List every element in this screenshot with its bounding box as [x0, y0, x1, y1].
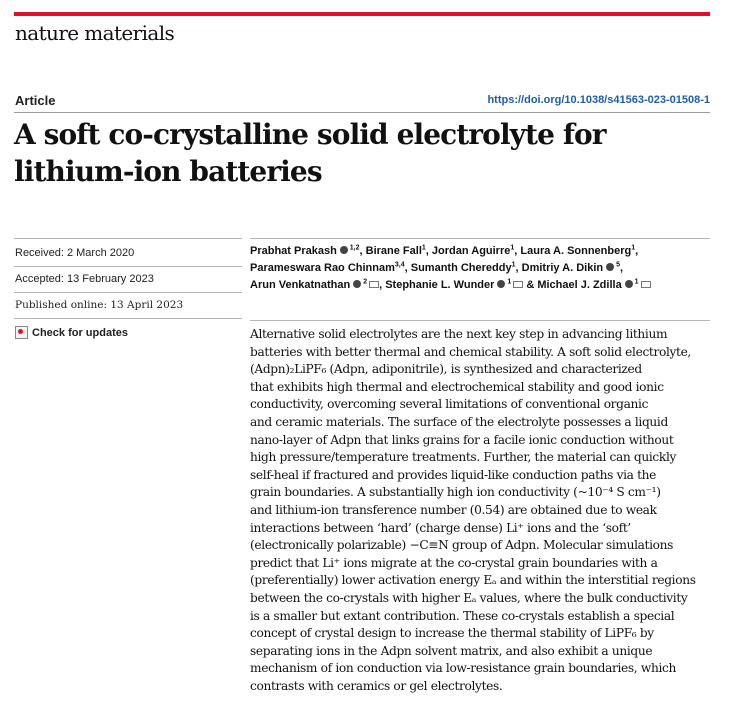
orcid-icon[interactable]	[340, 246, 348, 254]
author-separator: ,	[619, 262, 624, 274]
email-icon[interactable]	[641, 281, 651, 288]
abstract-line: Alternative solid electrolytes are the next key step in advancing lithium	[250, 327, 668, 341]
abstract-line: between the co-crystals with higher Eₐ values, where the bulk conductivity	[250, 590, 688, 605]
abstract-line: (electronically polarizable) −C≡N group of Adpn. Molecular simulations	[250, 538, 674, 553]
author-name: Michael J. Zdilla	[537, 279, 622, 291]
check-updates-label: Check for updates	[32, 326, 128, 339]
abstract-line: is a smaller but extant contribution. These co-crystals establish a special	[250, 608, 675, 623]
author-item[interactable]	[250, 262, 408, 274]
accepted-date: Accepted: 13 February 2023	[15, 273, 154, 285]
author-separator: ,	[514, 245, 518, 257]
abstract-line: contrasts with ceramics or gel electrolytes.	[250, 678, 503, 693]
abstract-line: (preferentially) lower activation energy Eₐ and within the interstitial regions	[250, 573, 696, 588]
abstract-line: high pressure/temperature treatments. Further, the material can quickly	[250, 450, 677, 465]
abstract-line: mechanism of ion conduction via low-resistance grain boundaries, which	[250, 661, 676, 676]
author-item[interactable]	[522, 262, 623, 274]
received-date: Received: 2 March 2020	[15, 247, 135, 259]
author-separator: ,	[515, 262, 519, 274]
email-icon[interactable]	[513, 281, 523, 288]
author-affiliation: 1	[505, 278, 512, 286]
author-affiliation: 1	[632, 278, 639, 286]
author-name: Laura A. Sonnenberg	[520, 245, 632, 257]
article-type: Article	[15, 93, 56, 108]
author-separator: ,	[359, 245, 363, 257]
dates-divider	[14, 238, 242, 239]
author-item[interactable]	[520, 245, 638, 257]
check-updates-button[interactable]	[15, 326, 128, 339]
abstract-line: self-heal if fractured and provides liquid-like conduction paths via the	[250, 467, 657, 482]
abstract-line: and ceramic materials. The surface of the electrolyte possesses a liquid	[250, 414, 668, 429]
author-name: Arun Venkatnathan	[250, 279, 351, 291]
abstract-line: batteries with better thermal and chemical stability. A soft solid electrolyte,	[250, 344, 691, 359]
author-name: Birane Fall	[365, 245, 422, 257]
orcid-icon[interactable]	[625, 280, 633, 288]
author-name: Dmitriy A. Dikin	[521, 262, 604, 274]
author-affiliation: 2	[361, 278, 368, 286]
author-name: Jordan Aguirre	[431, 245, 511, 257]
abstract-line: (Adpn)₂LiPF₆ (Adpn, adiponitrile), is synthesized and characterized	[250, 362, 642, 377]
published-date: Published online: 13 April 2023	[15, 299, 184, 311]
author-item[interactable]	[250, 279, 382, 291]
author-separator: ,	[404, 262, 408, 274]
author-affiliation: 1,2	[347, 244, 360, 252]
title-line: A soft co-crystalline solid electrolyte for	[14, 118, 606, 151]
abstract-line: conductivity, overcoming several limitations of conventional organic	[250, 397, 649, 412]
abstract-line: predict that Li⁺ ions migrate at the co-crystal grain boundaries with a	[250, 555, 658, 570]
author-item[interactable]	[385, 279, 534, 291]
abstract-line: and lithium-ion transference number (0.54) are obtained due to weak	[250, 502, 657, 517]
abstract	[250, 326, 712, 695]
abstract-line: concept of crystal design to increase the thermal stability of LiPF₆ by	[250, 626, 654, 641]
author-name: Prabhat Prakash	[250, 245, 337, 257]
abstract-divider	[250, 320, 710, 321]
email-icon[interactable]	[369, 281, 379, 288]
abstract-line: nano-layer of Adpn that links grains for a facile ionic conduction without	[250, 432, 674, 447]
author-name: Stephanie L. Wunder	[385, 279, 495, 291]
author-name: Parameswara Rao Chinnam	[250, 262, 395, 274]
brand-bar	[14, 12, 710, 16]
title-line: lithium-ion batteries	[14, 155, 322, 188]
author-item[interactable]	[250, 245, 363, 257]
dates-divider	[14, 292, 242, 293]
author-affiliation: 1	[631, 244, 636, 252]
author-separator: ,	[635, 245, 639, 257]
author-item[interactable]	[366, 245, 429, 257]
check-updates-icon	[15, 326, 28, 339]
article-title	[14, 116, 714, 190]
dates-divider	[14, 318, 242, 319]
abstract-line: separating ions in the Adpn solvent matrix, and also exhibit a unique	[250, 643, 653, 658]
doi-link[interactable]: https://doi.org/10.1038/s41563-023-01508-1	[487, 94, 710, 106]
author-affiliation: 1	[510, 244, 515, 252]
author-separator: ,	[379, 279, 383, 291]
authors-divider	[250, 238, 710, 239]
author-affiliation: 3,4	[394, 261, 405, 269]
author-affiliation: 1	[421, 244, 426, 252]
author-separator: ,	[425, 245, 429, 257]
author-item[interactable]	[411, 262, 519, 274]
author-affiliation: 1	[511, 261, 516, 269]
author-separator: &	[523, 279, 535, 291]
journal-name: nature materials	[15, 21, 175, 45]
abstract-line: that exhibits high thermal and electrochemical stability and good ionic	[250, 379, 664, 394]
author-item[interactable]	[432, 245, 517, 257]
author-item[interactable]	[537, 279, 650, 291]
abstract-line: grain boundaries. A substantially high ion conductivity (~10⁻⁴ S cm⁻¹)	[250, 485, 661, 500]
dates-divider	[14, 266, 242, 267]
author-list	[250, 243, 710, 294]
orcid-icon[interactable]	[606, 263, 614, 271]
author-affiliation: 5	[614, 261, 620, 269]
abstract-line: interactions between ‘hard’ (charge dense) Li⁺ ions and the ‘soft’	[250, 520, 631, 535]
author-name: Sumanth Chereddy	[410, 262, 512, 274]
header-divider	[14, 112, 710, 113]
